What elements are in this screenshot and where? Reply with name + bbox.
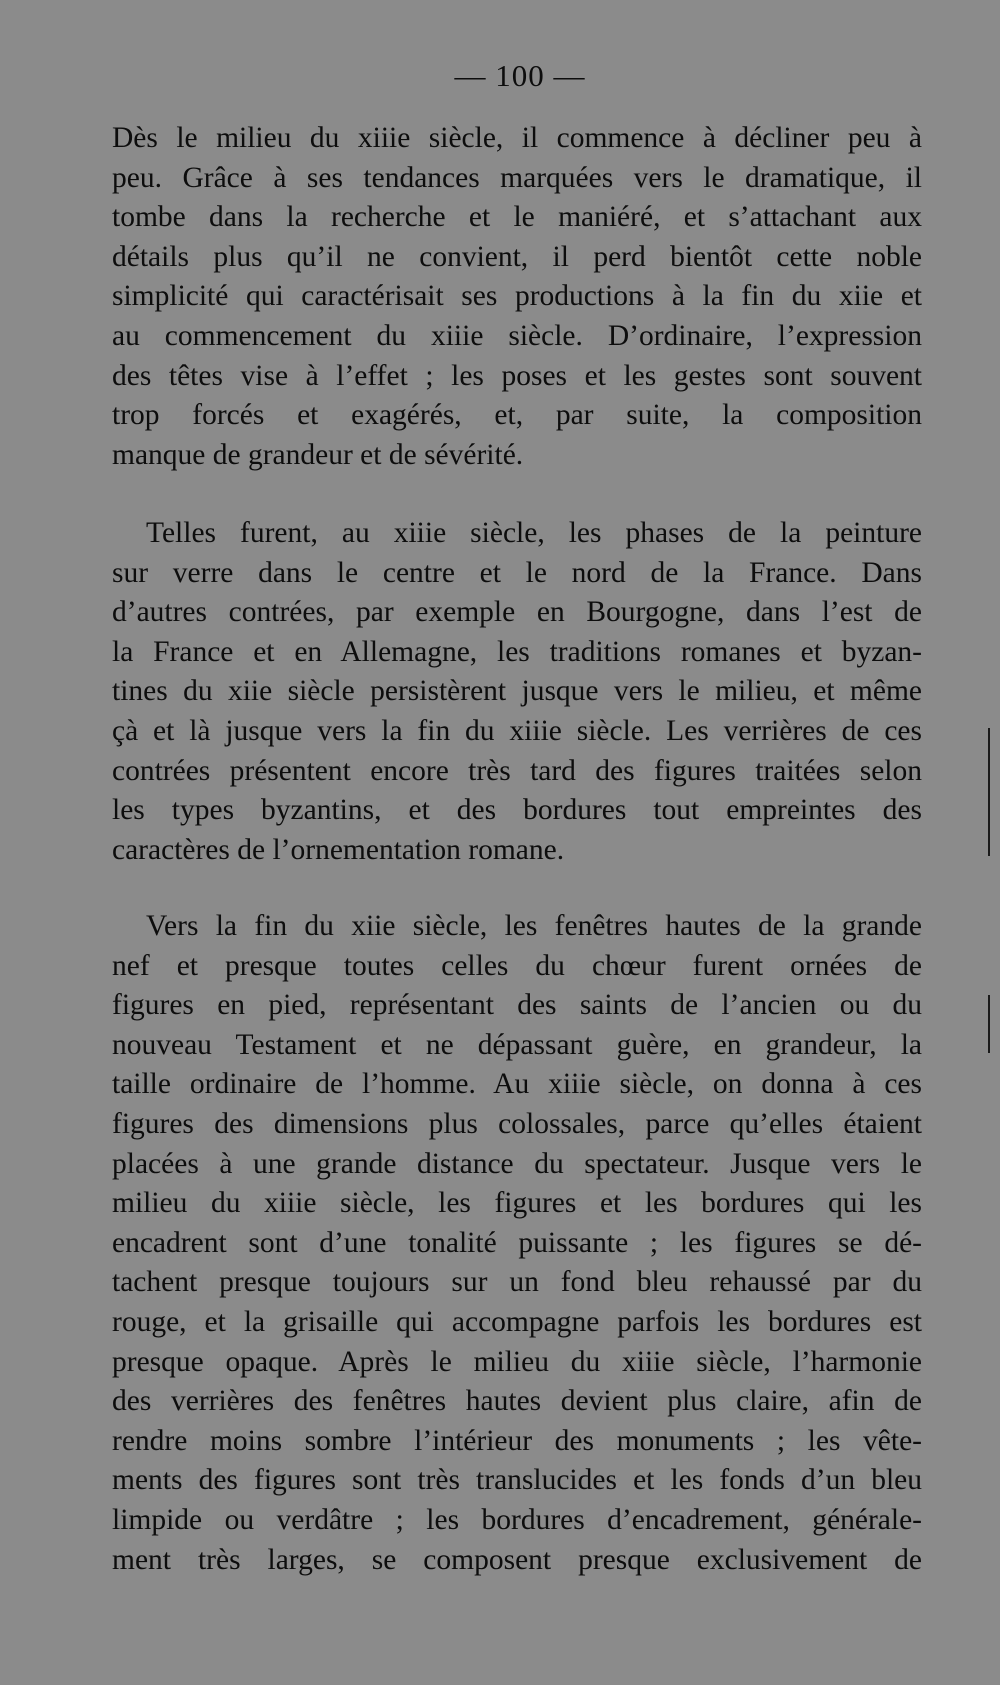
text-line: nef et presque toutes celles du chœur furent ornées de	[112, 949, 922, 982]
text-line: des verrières des fenêtres hautes devient plus claire, afin de	[112, 1385, 922, 1418]
text-line: la France et en Allemagne, les traditions romanes et byzan-	[112, 635, 922, 668]
text-line: Telles furent, au xiiie siècle, les phases de la peinture	[146, 517, 922, 549]
text-line: encadrent sont d’une tonalité puissante ; les figures se dé-	[112, 1226, 922, 1259]
text-line: Dès le milieu du xiiie siècle, il commence à décliner peu à	[112, 122, 922, 154]
text-line: les types byzantins, et des bordures tout empreintes des	[112, 794, 922, 827]
text-line: caractères de l’ornementation romane.	[112, 833, 565, 866]
page-number: — 100 —	[454, 58, 586, 93]
text-line: çà et là jusque vers la fin du xiiie siècle. Les verrières de ces	[112, 714, 922, 747]
text-line: Vers la fin du xiie siècle, les fenêtres hautes de la grande	[146, 910, 922, 942]
text-line: figures des dimensions plus colossales, parce qu’elles étaient	[112, 1107, 922, 1140]
scan-edge-mark	[988, 995, 990, 1053]
paragraph-1	[112, 119, 922, 475]
scan-edge-mark	[988, 728, 990, 856]
text-line: milieu du xiiie siècle, les figures et les bordures qui les	[112, 1187, 922, 1220]
paragraph-3	[112, 907, 922, 1580]
text-line: rendre moins sombre l’intérieur des monuments ; les vête-	[112, 1424, 922, 1457]
text-line: sur verre dans le centre et le nord de la France. Dans	[112, 556, 922, 589]
text-line: au commencement du xiiie siècle. D’ordinaire, l’expression	[112, 319, 922, 352]
text-line: peu. Grâce à ses tendances marquées vers le dramatique, il	[112, 161, 922, 194]
text-line: des têtes vise à l’effet ; les poses et les gestes sont souvent	[112, 359, 922, 392]
text-line: limpide ou verdâtre ; les bordures d’encadrement, générale-	[112, 1503, 922, 1536]
text-line: trop forcés et exagérés, et, par suite, la composition	[112, 399, 922, 432]
paragraph-2	[112, 514, 922, 870]
text-line: rouge, et la grisaille qui accompagne parfois les bordures est	[112, 1305, 922, 1338]
text-line: détails plus qu’il ne convient, il perd bientôt cette noble	[112, 240, 922, 273]
text-line: tachent presque toujours sur un fond bleu rehaussé par du	[112, 1266, 922, 1299]
text-line: tombe dans la recherche et le maniéré, et s’attachant aux	[112, 201, 922, 234]
text-line: ments des figures sont très translucides et les fonds d’un bleu	[112, 1464, 922, 1497]
text-line: nouveau Testament et ne dépassant guère, en grandeur, la	[112, 1028, 922, 1061]
text-line: d’autres contrées, par exemple en Bourgogne, dans l’est de	[112, 596, 922, 629]
text-line: manque de grandeur et de sévérité.	[112, 438, 524, 471]
text-line: tines du xiie siècle persistèrent jusque vers le milieu, et même	[112, 675, 922, 708]
text-line: presque opaque. Après le milieu du xiiie siècle, l’harmonie	[112, 1345, 922, 1378]
text-line: placées à une grande distance du spectateur. Jusque vers le	[112, 1147, 922, 1180]
text-line: contrées présentent encore très tard des figures traitées selon	[112, 754, 922, 787]
text-line: figures en pied, représentant des saints de l’ancien ou du	[112, 989, 922, 1022]
text-line: taille ordinaire de l’homme. Au xiiie siècle, on donna à ces	[112, 1068, 922, 1101]
text-line: simplicité qui caractérisait ses productions à la fin du xiie et	[112, 280, 922, 313]
text-line: ment très larges, se composent presque exclusivement de	[112, 1543, 922, 1576]
